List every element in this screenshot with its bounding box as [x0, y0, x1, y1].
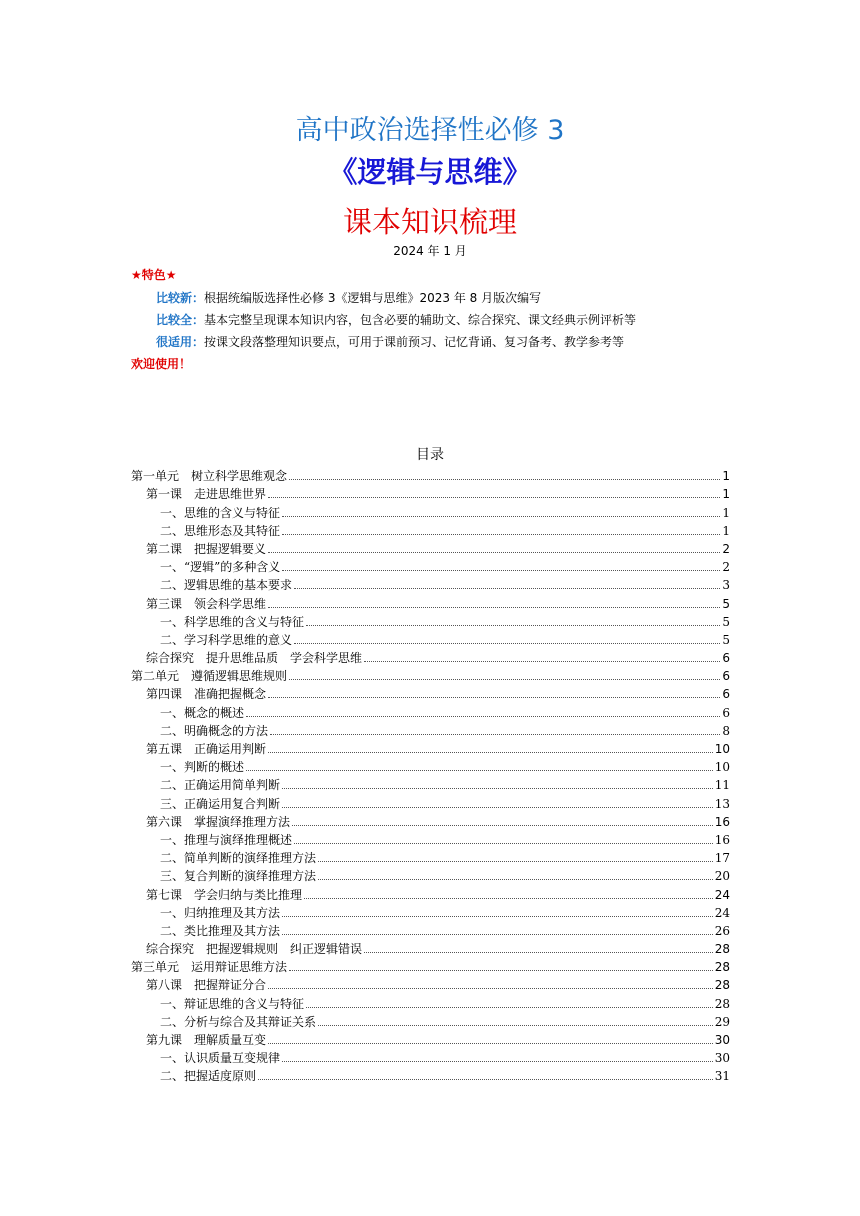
- toc-entry-title: 第六课 掌握演绎推理方法: [146, 814, 291, 829]
- toc-entry[interactable]: [131, 557, 730, 575]
- toc-entry[interactable]: [131, 993, 730, 1011]
- toc-entry-page: 8: [722, 723, 730, 738]
- toc-dot-leader: [258, 1079, 713, 1080]
- toc-dot-leader: [318, 861, 713, 862]
- toc-entry-page: 24: [714, 887, 730, 902]
- toc-dot-leader: [246, 770, 713, 771]
- toc-entry-page: 20: [714, 869, 730, 884]
- toc-entry[interactable]: [131, 739, 730, 757]
- document-subtitle: 课本知识梳理: [342, 205, 517, 239]
- toc-dot-leader: [289, 479, 720, 480]
- toc-entry-page: 16: [714, 814, 730, 829]
- toc-entry-title: 一、判断的概述: [160, 760, 245, 775]
- toc-dot-leader: [364, 661, 720, 662]
- toc-entry-title: 第二课 把握逻辑要义: [146, 541, 267, 556]
- toc-dot-leader: [306, 1007, 713, 1008]
- toc-dot-leader: [304, 898, 713, 899]
- toc-entry-page: 3: [722, 578, 730, 593]
- toc-entry-page: 6: [722, 687, 730, 702]
- toc-entry[interactable]: [131, 812, 730, 830]
- toc-entry[interactable]: [131, 612, 730, 630]
- toc-entry-page: 1: [722, 523, 730, 538]
- toc-dot-leader: [364, 952, 713, 953]
- toc-dot-leader: [268, 697, 720, 698]
- toc-entry-title: 综合探究 把握逻辑规则 纠正逻辑错误: [146, 942, 363, 957]
- feature-text: 按课文段落整理知识要点，可用于课前预习、记忆背诵、复习备考、教学参考等: [204, 335, 625, 349]
- toc-entry[interactable]: [131, 1066, 730, 1084]
- table-of-contents: [131, 466, 730, 1084]
- toc-dot-leader: [289, 679, 720, 680]
- toc-entry[interactable]: [131, 775, 730, 793]
- toc-entry[interactable]: [131, 866, 730, 884]
- toc-entry-title: 第七课 学会归纳与类比推理: [146, 887, 303, 902]
- toc-title: 目录: [416, 447, 444, 463]
- document-date: 2024 年 1 月: [393, 244, 467, 258]
- toc-dot-leader: [268, 1043, 713, 1044]
- toc-entry-page: 16: [714, 832, 730, 847]
- toc-entry-title: 一、归纳推理及其方法: [160, 905, 281, 920]
- toc-entry-page: 10: [714, 742, 730, 756]
- toc-entry-title: 第二单元 遵循逻辑思维规则: [131, 669, 288, 684]
- document-title: 高中政治选择性必修 3: [295, 115, 565, 146]
- toc-entry-page: 1: [722, 505, 730, 520]
- toc-entry-title: 二、把握适度原则: [160, 1069, 257, 1084]
- toc-entry[interactable]: [131, 1030, 730, 1048]
- toc-dot-leader: [318, 879, 713, 880]
- toc-entry-page: 28: [714, 996, 730, 1011]
- toc-dot-leader: [306, 625, 720, 626]
- toc-entry[interactable]: [131, 903, 730, 921]
- feature-key: 很适用：: [156, 335, 205, 349]
- toc-entry-title: 二、明确概念的方法: [160, 723, 269, 738]
- toc-dot-leader: [292, 825, 713, 826]
- toc-dot-leader: [282, 516, 720, 517]
- toc-entry[interactable]: [131, 666, 730, 684]
- toc-dot-leader: [289, 970, 713, 971]
- toc-entry[interactable]: [131, 593, 730, 611]
- toc-entry-title: 综合探究 提升思维品质 学会科学思维: [146, 651, 363, 666]
- toc-entry-title: 二、思维形态及其特征: [160, 523, 281, 538]
- toc-dot-leader: [268, 552, 720, 553]
- toc-dot-leader: [268, 497, 720, 498]
- toc-entry-page: 17: [714, 851, 730, 866]
- feature-text: 根据统编版选择性必修 3《逻辑与思维》2023 年 8 月版次编写: [204, 291, 542, 305]
- toc-entry[interactable]: [131, 630, 730, 648]
- toc-dot-leader: [282, 934, 713, 935]
- toc-entry-title: 二、逻辑思维的基本要求: [160, 578, 293, 593]
- toc-dot-leader: [246, 716, 720, 717]
- toc-dot-leader: [282, 788, 713, 789]
- toc-dot-leader: [282, 570, 720, 571]
- toc-entry-title: 二、学习科学思维的意义: [160, 632, 293, 647]
- toc-entry-title: 第九课 理解质量互变: [146, 1033, 267, 1047]
- toc-entry-page: 2: [722, 541, 730, 556]
- toc-entry[interactable]: [131, 830, 730, 848]
- toc-entry[interactable]: [131, 939, 730, 957]
- toc-entry-page: 28: [714, 942, 730, 957]
- toc-entry-page: 28: [714, 960, 730, 975]
- toc-entry[interactable]: [131, 466, 730, 484]
- feature-text: 基本完整呈现课本知识内容，包含必要的辅助文、综合探究、课文经典示例评析等: [204, 313, 637, 327]
- toc-entry-page: 31: [714, 1069, 730, 1084]
- toc-entry-title: 一、概念的概述: [160, 705, 245, 720]
- toc-entry-title: 第一单元 树立科学思维观念: [131, 469, 288, 484]
- toc-entry-title: 第八课 把握辩证分合: [146, 978, 267, 993]
- toc-entry-title: 第三课 领会科学思维: [146, 596, 267, 611]
- feature-key: 比较全：: [156, 313, 205, 327]
- feature-item: [156, 311, 636, 328]
- feature-item: [156, 289, 541, 306]
- toc-entry[interactable]: [131, 484, 730, 502]
- toc-dot-leader: [294, 588, 720, 589]
- toc-entry[interactable]: [131, 884, 730, 902]
- toc-entry-page: 30: [714, 1033, 730, 1047]
- welcome-text: 欢迎使用！: [131, 357, 192, 371]
- toc-entry-title: 一、辩证思维的含义与特征: [160, 996, 305, 1011]
- toc-entry-page: 10: [714, 760, 730, 775]
- toc-entry-title: 一、推理与演绎推理概述: [160, 832, 293, 847]
- toc-entry-title: 第三单元 运用辩证思维方法: [131, 960, 288, 975]
- book-title: 《逻辑与思维》: [328, 155, 532, 189]
- toc-entry-page: 29: [714, 1014, 730, 1029]
- toc-dot-leader: [270, 734, 720, 735]
- toc-dot-leader: [282, 1061, 713, 1062]
- features-heading: ★特色★: [131, 268, 177, 282]
- toc-entry-page: 13: [714, 796, 730, 811]
- toc-entry-title: 二、正确运用简单判断: [160, 778, 281, 793]
- toc-entry[interactable]: [131, 684, 730, 702]
- toc-dot-leader: [282, 807, 713, 808]
- toc-dot-leader: [294, 843, 713, 844]
- toc-entry[interactable]: [131, 721, 730, 739]
- toc-entry-title: 一、认识质量互变规律: [160, 1051, 281, 1066]
- toc-entry-title: 二、分析与综合及其辩证关系: [160, 1014, 317, 1029]
- toc-entry[interactable]: [131, 793, 730, 811]
- toc-entry-page: 30: [714, 1051, 730, 1066]
- toc-entry-title: 一、“逻辑”的多种含义: [160, 560, 281, 575]
- toc-entry-title: 第一课 走进思维世界: [146, 487, 267, 502]
- toc-entry[interactable]: [131, 521, 730, 539]
- toc-entry-page: 11: [714, 778, 730, 793]
- toc-entry-page: 6: [722, 705, 730, 720]
- toc-entry-page: 2: [722, 560, 730, 575]
- toc-dot-leader: [318, 1025, 713, 1026]
- toc-dot-leader: [268, 752, 713, 753]
- toc-entry-page: 1: [722, 469, 730, 484]
- toc-entry[interactable]: [131, 975, 730, 993]
- toc-entry-page: 5: [722, 614, 730, 629]
- feature-key: 比较新：: [156, 291, 205, 305]
- toc-entry-page: 5: [722, 596, 730, 611]
- toc-entry-title: 一、科学思维的含义与特征: [160, 614, 305, 629]
- toc-entry-page: 28: [714, 978, 730, 993]
- toc-entry[interactable]: [131, 502, 730, 520]
- toc-dot-leader: [268, 988, 713, 989]
- toc-entry-title: 二、类比推理及其方法: [160, 923, 281, 938]
- toc-entry-title: 三、正确运用复合判断: [160, 796, 281, 811]
- toc-entry-page: 6: [722, 651, 730, 666]
- feature-item: [156, 333, 624, 350]
- toc-entry-title: 第五课 正确运用判断: [146, 742, 267, 756]
- toc-entry-title: 一、思维的含义与特征: [160, 505, 281, 520]
- toc-entry[interactable]: [131, 648, 730, 666]
- toc-entry[interactable]: [131, 757, 730, 775]
- toc-entry[interactable]: [131, 848, 730, 866]
- toc-entry[interactable]: [131, 921, 730, 939]
- toc-dot-leader: [268, 607, 720, 608]
- toc-entry[interactable]: [131, 1012, 730, 1030]
- toc-entry-title: 三、复合判断的演绎推理方法: [160, 869, 317, 884]
- toc-dot-leader: [294, 643, 720, 644]
- toc-entry[interactable]: [131, 702, 730, 720]
- toc-entry-page: 26: [714, 923, 730, 938]
- toc-entry[interactable]: [131, 957, 730, 975]
- toc-entry-page: 1: [722, 487, 730, 502]
- toc-dot-leader: [282, 534, 720, 535]
- toc-entry-page: 24: [714, 905, 730, 920]
- toc-entry[interactable]: [131, 1048, 730, 1066]
- toc-entry-page: 6: [722, 669, 730, 684]
- toc-entry-page: 5: [722, 632, 730, 647]
- toc-entry[interactable]: [131, 575, 730, 593]
- toc-entry-title: 二、简单判断的演绎推理方法: [160, 851, 317, 866]
- toc-dot-leader: [282, 916, 713, 917]
- toc-entry[interactable]: [131, 539, 730, 557]
- toc-entry-title: 第四课 准确把握概念: [146, 687, 267, 702]
